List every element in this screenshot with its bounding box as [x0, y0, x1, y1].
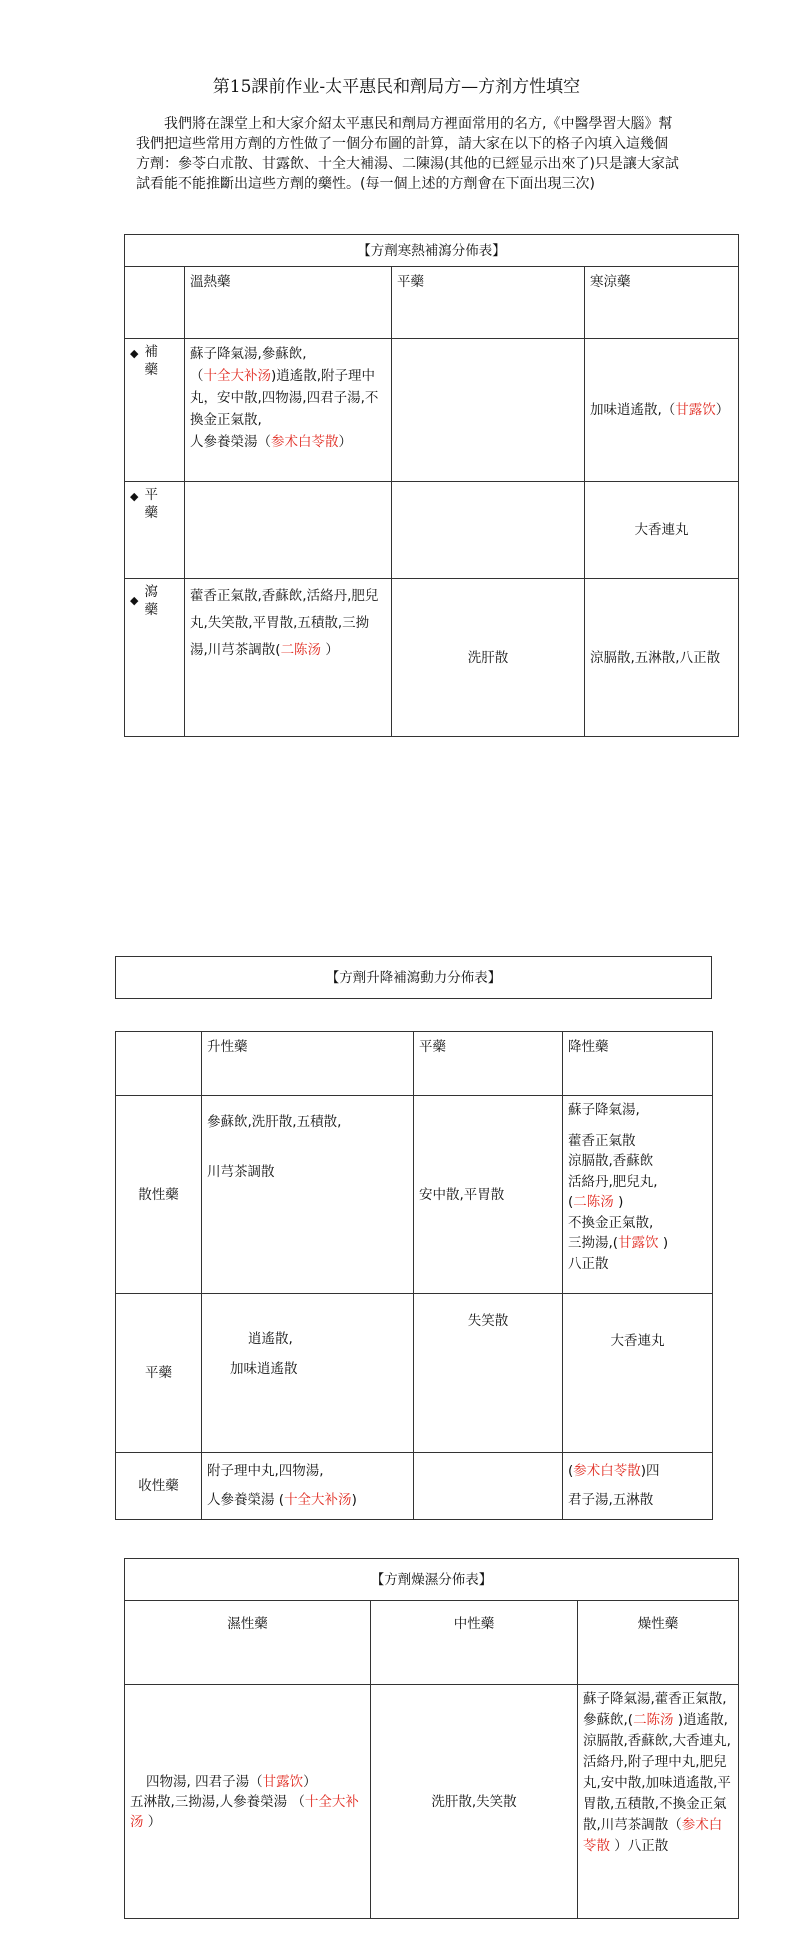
column-header-cold: 寒涼藥	[585, 267, 739, 339]
cell-text: （	[190, 368, 204, 384]
cell-text: 附子理中丸,四物湯,	[207, 1463, 324, 1479]
cell-text: 涼膈散,香蘇飲	[568, 1153, 654, 1169]
cell-text: )	[658, 1235, 669, 1251]
cell-astringe-neutral	[414, 1453, 563, 1520]
cell-text: ）八正散	[610, 1838, 669, 1854]
cell-text: 川芎茶調散	[207, 1164, 275, 1180]
table-motion	[115, 1031, 713, 1520]
cell-text: 加味逍遙散	[230, 1361, 298, 1377]
intro-paragraph: 我們將在課堂上和大家介紹太平惠民和劑局方裡面常用的名方,《中醫學習大腦》幫我們把這些常用方劑的方性做了一個分布圖的計算，請大家在以下的格子內填入這幾個方劑：參苓白朮散、甘露飲、十全大補湯、二陳湯(其他的已經显示出來了)只是讓大家試試看能不能推斷出這些方劑的藥性。(每一個上述的方劑會在下面出現三次)	[136, 116, 679, 192]
row-label-tonify	[125, 339, 185, 482]
cell-text: 加味逍遙散,（	[590, 402, 676, 418]
corner-cell	[125, 267, 185, 339]
cell-text: (	[568, 1194, 574, 1210]
cell-tonify-cold	[585, 339, 739, 482]
cell-text: 蘇子降氣湯,參蘇飲,	[190, 346, 307, 362]
cell-text: 參蘇飲,洗肝散,五積散,	[207, 1114, 342, 1130]
column-header-up: 升性藥	[202, 1032, 414, 1096]
answer-text: 参术白苓散	[271, 434, 339, 450]
cell-purge-cold: 涼膈散,五淋散,八正散	[585, 579, 739, 737]
answer-text: 十全大补汤	[203, 368, 271, 384]
cell-neutral-down: 大香連丸	[563, 1294, 713, 1453]
cell-text: 君子湯,五淋散	[568, 1492, 654, 1508]
table-header: 【方劑寒熱補瀉分佈表】	[125, 235, 739, 267]
cell-neutral: 洗肝散,失笑散	[371, 1685, 578, 1919]
answer-text: 二陈汤	[280, 642, 322, 658]
cell-text: 四物湯, 四君子湯（	[146, 1773, 263, 1790]
table-dry-wet	[124, 1558, 739, 1919]
table-header: 【方劑升降補瀉動力分佈表】	[116, 957, 712, 999]
cell-text: (	[568, 1463, 574, 1479]
row-label-neutral	[125, 482, 185, 579]
cell-tonify-neutral	[392, 339, 585, 482]
answer-text: 参术白苓散	[573, 1463, 641, 1479]
diamond-bullet-icon: ◆	[130, 347, 139, 360]
cell-text: 五淋散,三拗湯,人參養榮湯 （	[130, 1793, 305, 1810]
answer-text: 甘露饮	[262, 1773, 304, 1790]
cell-text: 蘇子降氣湯,藿香正氣散,參蘇飲,(	[583, 1691, 727, 1728]
cell-text: ）	[715, 402, 730, 418]
cell-astringe-up	[202, 1453, 414, 1520]
cell-dry	[578, 1685, 739, 1919]
cell-text: ）	[338, 434, 352, 450]
cell-disperse-up	[202, 1096, 414, 1294]
cell-neutral-neutral	[392, 482, 585, 579]
row-label-text: 補藥	[144, 344, 158, 378]
cell-text: ）	[303, 1773, 317, 1790]
column-header-warm: 溫熱藥	[185, 267, 392, 339]
cell-astringe-down	[563, 1453, 713, 1520]
cell-text: 三拗湯,(	[568, 1235, 619, 1251]
column-header-down: 降性藥	[563, 1032, 713, 1096]
column-header-neutral: 平藥	[392, 267, 585, 339]
row-label-purge	[125, 579, 185, 737]
row-label-disperse: 散性藥	[116, 1096, 202, 1294]
cell-purge-neutral: 洗肝散	[392, 579, 585, 737]
row-label-text: 平藥	[144, 487, 158, 521]
answer-text: 二陈汤	[633, 1712, 674, 1728]
cell-text: 八正散	[568, 1255, 609, 1272]
row-label-text: 瀉藥	[144, 584, 158, 618]
cell-text: )逍遙散,附子理中丸，安中散,四物湯,四君子湯,不換金正氣散,	[190, 368, 379, 428]
cell-neutral-cold: 大香連丸	[585, 482, 739, 579]
answer-text: 十全大补汤	[284, 1492, 352, 1508]
cell-text: )	[351, 1492, 357, 1508]
cell-text: 藿香正氣散	[568, 1132, 636, 1149]
cell-text: ）	[143, 1813, 162, 1830]
row-label-neutral: 平藥	[116, 1294, 202, 1453]
cell-text: )	[613, 1194, 624, 1210]
diamond-bullet-icon: ◆	[130, 490, 139, 503]
cell-text: )逍遙散,涼膈散,香蘇飲,大香連丸,活絡丹,附子理中丸,肥兒丸,安中散,加味逍遙散,平胃散,五積散,不換金正氣散,川芎茶調散（	[583, 1712, 731, 1833]
cell-disperse-down	[563, 1096, 713, 1294]
column-header-wet: 濕性藥	[125, 1601, 371, 1685]
cell-neutral-up	[202, 1294, 414, 1453]
cell-neutral-neutral: 失笑散	[414, 1294, 563, 1453]
table-hot-cold	[124, 234, 739, 737]
cell-text: 不換金正氣散,	[568, 1214, 654, 1231]
answer-text: 参术白苓散	[583, 1817, 723, 1854]
answer-text: 甘露饮	[618, 1235, 659, 1251]
cell-text: 人參養榮湯 (	[207, 1492, 285, 1508]
cell-text: )四	[640, 1463, 660, 1479]
answer-text: 二陈汤	[573, 1194, 614, 1210]
cell-disperse-neutral: 安中散,平胃散	[414, 1096, 563, 1294]
page-title: 第15課前作业-太平惠民和劑局方—方剂方性填空	[212, 77, 581, 97]
answer-text: 十全大补汤	[130, 1793, 359, 1830]
cell-text: 逍遙散,	[248, 1331, 293, 1347]
answer-text: 甘露饮	[675, 402, 716, 418]
table-header: 【方劑燥濕分佈表】	[125, 1559, 739, 1601]
cell-purge-warm	[185, 579, 392, 737]
cell-text: 蘇子降氣湯,	[568, 1102, 640, 1118]
column-header-neutral: 平藥	[414, 1032, 563, 1096]
cell-text: 活絡丹,肥兒丸,	[568, 1173, 658, 1190]
table-motion-header	[115, 956, 712, 999]
corner-cell	[116, 1032, 202, 1096]
cell-tonify-warm	[185, 339, 392, 482]
cell-text: 藿香正氣散,香蘇飲,活絡丹,肥兒丸,失笑散,平胃散,五積散,三拗湯,川芎茶調散(	[190, 588, 379, 658]
row-label-astringe: 收性藥	[116, 1453, 202, 1520]
column-header-dry: 燥性藥	[578, 1601, 739, 1685]
diamond-bullet-icon: ◆	[130, 594, 139, 607]
cell-wet	[125, 1685, 371, 1919]
column-header-neutral: 中性藥	[371, 1601, 578, 1685]
cell-text: 人參養榮湯（	[190, 434, 271, 450]
cell-neutral-warm	[185, 482, 392, 579]
cell-text: ）	[321, 642, 339, 658]
